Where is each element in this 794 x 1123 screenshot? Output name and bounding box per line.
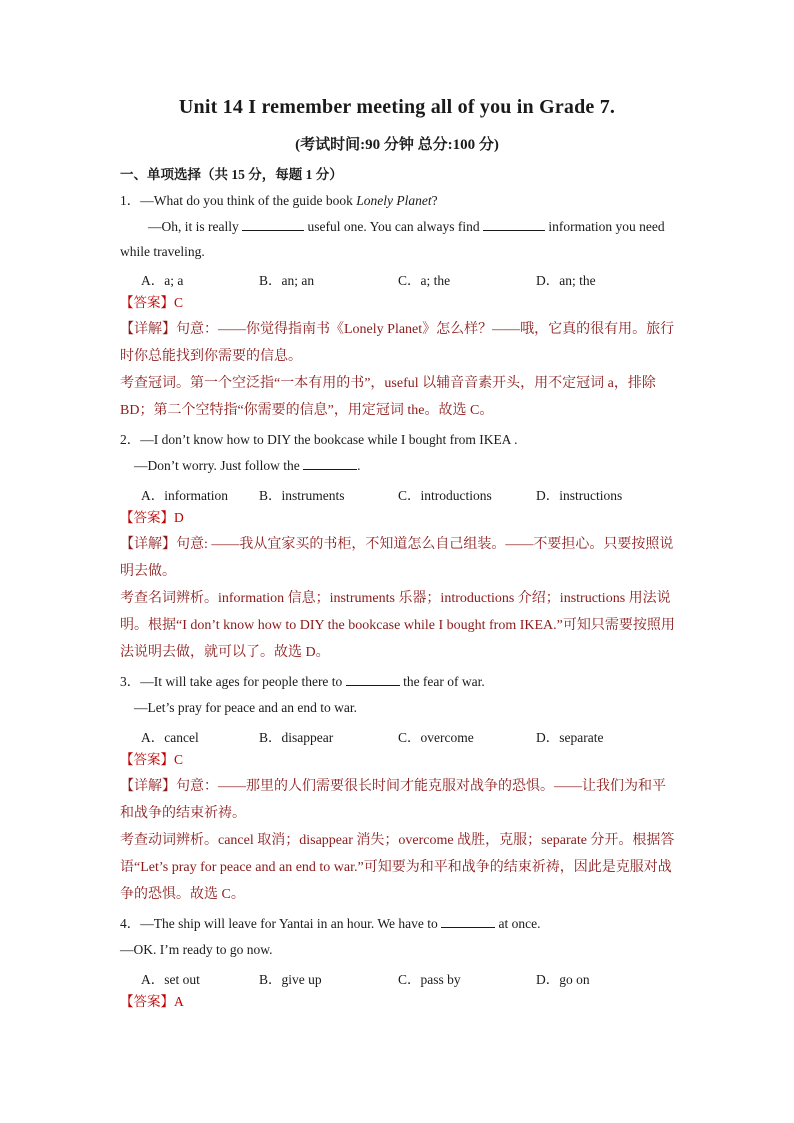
question-number: 2． [120, 432, 141, 447]
option-c: C．pass by [398, 972, 461, 987]
question-1-reply-cont: while traveling. [120, 244, 205, 259]
answer-blank [483, 218, 545, 231]
question-3-prompt: 3．—It will take ages for people there to the fear of war. [120, 674, 485, 689]
option-c: C．a; the [398, 273, 451, 288]
answer-blank [303, 457, 357, 470]
option-d: D．go on [536, 972, 590, 987]
answer-label: 【答案】A [120, 994, 184, 1009]
detail-explanation: 【详解】句意: ——我从宜家买的书柜，不知道怎么自己组装。——不要担心。只要按照说 明去做。 考查名词辨析。information 信息；instruments 乐器；introductions 介绍；instructions 用法说 明。根据“I don’t know how to DIY the bookcase while I bought from IKEA.”可知只需要按照用 法说明去做，就可以了。故选 D。 [120, 537, 675, 660]
answer-blank [441, 915, 495, 928]
section-heading: 一、单项选择（共 15 分，每题 1 分） [120, 167, 343, 182]
question-4-prompt: 4．—The ship will leave for Yantai in an hour. We have to at once. [120, 916, 541, 931]
option-a: A．a; a [141, 273, 184, 288]
question-number: 3． [120, 674, 141, 689]
question-number: 4． [120, 916, 141, 931]
option-b: B．give up [259, 972, 322, 987]
option-d: D．instructions [536, 488, 623, 503]
option-d: D．separate [536, 730, 604, 745]
question-2-prompt: 2．—I don’t know how to DIY the bookcase while I bought from IKEA . [120, 432, 518, 447]
answer-blank [346, 673, 400, 686]
detail-explanation: 【详解】句意：——你觉得指南书《Lonely Planet》怎么样？——哦，它真的很有用。旅行 时你总能找到你需要的信息。 考查冠词。第一个空泛指“一本有用的书”，useful 以辅音音素开头，用不定冠词 a，排除 BD；第二个空特指“你需要的信息”，用定冠词 the。故选 C。 [120, 322, 675, 418]
answer-label: 【答案】C [120, 752, 184, 767]
option-c: C．introductions [398, 488, 492, 503]
question-number: 1． [120, 193, 141, 208]
answer-label: 【答案】C [120, 295, 184, 310]
option-b: B．instruments [259, 488, 345, 503]
question-4-reply: —OK. I’m ready to go now. [120, 942, 273, 957]
option-a: A．cancel [141, 730, 199, 745]
page-subtitle: (考试时间:90 分钟 总分:100 分) [295, 137, 499, 153]
option-d: D．an; the [536, 273, 596, 288]
question-1-reply: —Oh, it is really useful one. You can always find information you need [148, 219, 665, 234]
question-3-reply: —Let’s pray for peace and an end to war. [134, 700, 358, 715]
question-1-prompt: 1．—What do you think of the guide book Lonely Planet? [120, 193, 438, 208]
option-a: A．information [141, 488, 228, 503]
option-c: C．overcome [398, 730, 474, 745]
option-b: B．an; an [259, 273, 315, 288]
option-b: B．disappear [259, 730, 334, 745]
question-2-reply: —Don’t worry. Just follow the . [134, 458, 361, 473]
option-a: A．set out [141, 972, 200, 987]
detail-explanation: 【详解】句意：——那里的人们需要很长时间才能克服对战争的恐惧。——让我们为和平 和战争的结束祈祷。 考查动词辨析。cancel 取消；disappear 消失；overcome 战胜，克服；separate 分开。根据答 语“Let’s pray for peace and an end to war.”可知要为和平和战争的结束祈祷，因此是克服对战 争的恐惧。故选 C。 [120, 779, 675, 902]
answer-label: 【答案】D [120, 510, 184, 525]
page-title: Unit 14 I remember meeting all of you in Grade 7. [178, 96, 616, 118]
answer-blank [242, 218, 304, 231]
